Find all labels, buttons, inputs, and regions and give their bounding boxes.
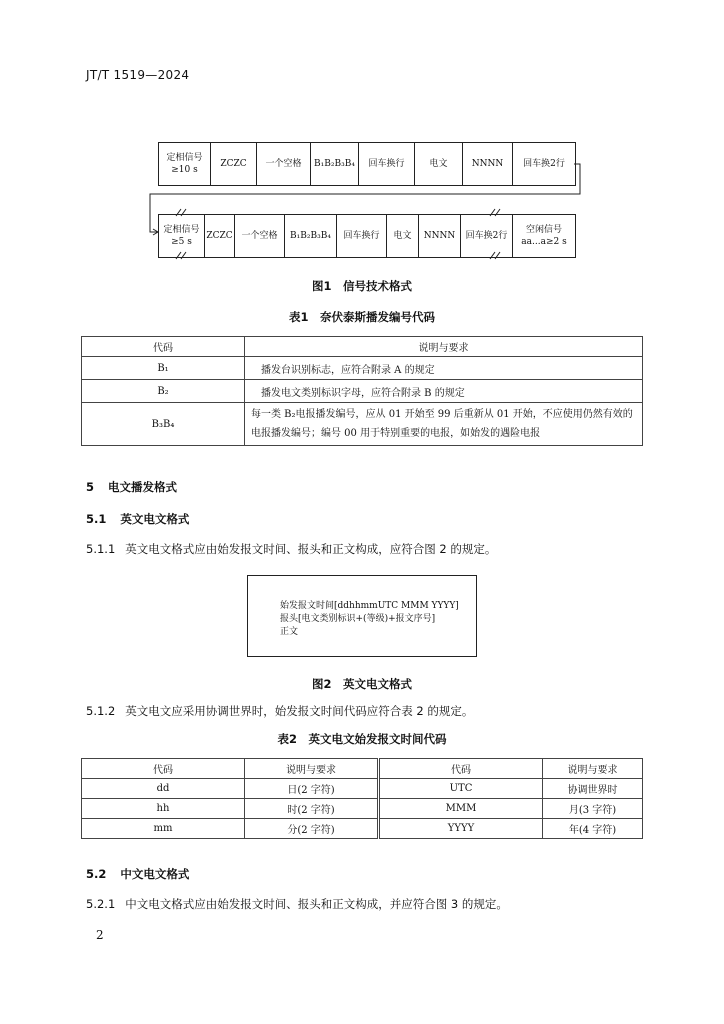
column-header: 代码: [82, 759, 245, 779]
desc-cell: 播发电文类别标识字母，应符合附录 B 的规定: [245, 380, 643, 403]
desc-cell: 每一类 B₂电报播发编号，应从 01 开始至 99 后重新从 01 开始，不应使用仍然有效的电报播发编号；编号 00 用于特别重要的电报，如始发的遇险电报: [245, 403, 643, 446]
clause-number: 5.2.1: [86, 897, 116, 911]
desc-cell: 月(3 字符): [543, 799, 643, 819]
section-number: 5.1: [86, 512, 107, 526]
section-number: 5.2: [86, 867, 107, 881]
table-row: [82, 357, 643, 380]
figure-1-caption: 图1 信号技术格式: [311, 279, 412, 293]
idle-signal-cell: 空闲信号 aa...a≥2 s: [521, 225, 567, 247]
section-number: 5: [86, 480, 95, 494]
desc-cell: 协调世界时: [543, 779, 643, 799]
section-5-2-heading: [86, 866, 189, 882]
code-cell: YYYY: [379, 819, 543, 839]
zczc-cell: ZCZC: [211, 143, 257, 185]
zczc-cell: ZCZC: [205, 215, 235, 257]
clause-text: 英文电文格式应由始发报文时间、报头和正文构成，应符合图 2 的规定。: [125, 542, 497, 556]
phasing-signal-cell: 定相信号 ≥5 s: [159, 215, 205, 257]
clause-text: 英文电文应采用协调世界时，始发报文时间代码应符合表 2 的规定。: [125, 704, 474, 718]
message-cell: 电文: [415, 143, 463, 185]
carriage-return-cell: 回车换行: [359, 143, 415, 185]
phasing-signal-cell: 定相信号 ≥10 s: [159, 143, 211, 185]
clause-text: 中文电文格式应由始发报文时间、报头和正文构成，并应符合图 3 的规定。: [125, 897, 508, 911]
document-header-code: JT/T 1519—2024: [86, 68, 190, 82]
desc-cell: 日(2 字符): [245, 779, 379, 799]
table-1: [81, 336, 643, 446]
paragraph-5-1-1: [86, 541, 496, 557]
desc-cell: 年(4 字符): [543, 819, 643, 839]
nnnn-cell: NNNN: [463, 143, 513, 185]
section-title: 电文播发格式: [108, 480, 178, 494]
section-5-heading: [86, 479, 177, 495]
figure-1-row-1: [158, 142, 576, 186]
carriage-return-cell: 回车换行: [337, 215, 387, 257]
table-row: [82, 799, 643, 819]
clause-number: 5.1.2: [86, 704, 116, 718]
figure-2-line: 始发报文时间[ddhhmmUTC MMM YYYY]: [280, 601, 459, 611]
code-cell: UTC: [379, 779, 543, 799]
column-header: 代码: [379, 759, 543, 779]
section-5-1-heading: [86, 511, 189, 527]
table-2-caption: 表2 英文电文始发报文时间代码: [277, 732, 447, 746]
figure-1-row-2: [158, 214, 576, 258]
table-row: [82, 819, 643, 839]
column-header: 说明与要求: [245, 337, 643, 357]
message-cell: 电文: [387, 215, 419, 257]
table-2: [81, 758, 643, 839]
table-1-caption: 表1 奈伏泰斯播发编号代码: [288, 310, 435, 324]
figure-2-line: 报头[电文类别标识+(等级)+报文序号]: [280, 614, 436, 624]
code-cell: dd: [82, 779, 245, 799]
desc-cell: 分(2 字符): [245, 819, 379, 839]
code-cell: MMM: [379, 799, 543, 819]
column-header: 代码: [82, 337, 245, 357]
nnnn-cell: NNNN: [419, 215, 461, 257]
figure-2: [247, 575, 477, 657]
table-row: [82, 779, 643, 799]
table-row: [82, 403, 643, 446]
code-cell: B₂: [82, 380, 245, 403]
paragraph-5-2-1: [86, 896, 508, 912]
space-cell: 一个空格: [257, 143, 311, 185]
table-header-row: [82, 337, 643, 357]
space-cell: 一个空格: [235, 215, 285, 257]
code-cell: hh: [82, 799, 245, 819]
section-title: 中文电文格式: [120, 867, 190, 881]
column-header: 说明与要求: [245, 759, 379, 779]
table-header-row: [82, 759, 643, 779]
b-code-cell: B₁B₂B₃B₄: [285, 215, 337, 257]
code-cell: mm: [82, 819, 245, 839]
page-number: 2: [96, 928, 104, 942]
desc-cell: 播发台识别标志，应符合附录 A 的规定: [245, 357, 643, 380]
column-header: 说明与要求: [543, 759, 643, 779]
desc-cell: 时(2 字符): [245, 799, 379, 819]
section-title: 英文电文格式: [120, 512, 190, 526]
table-row: [82, 380, 643, 403]
double-return-cell: 回车换2行: [523, 159, 565, 169]
code-cell: B₃B₄: [82, 403, 245, 446]
b-code-cell: B₁B₂B₃B₄: [311, 143, 359, 185]
code-cell: B₁: [82, 357, 245, 380]
figure-2-caption: 图2 英文电文格式: [311, 677, 412, 691]
paragraph-5-1-2: [86, 703, 473, 719]
clause-number: 5.1.1: [86, 542, 116, 556]
double-return-cell: 回车换2行: [461, 215, 513, 257]
figure-2-line: 正文: [280, 627, 299, 637]
